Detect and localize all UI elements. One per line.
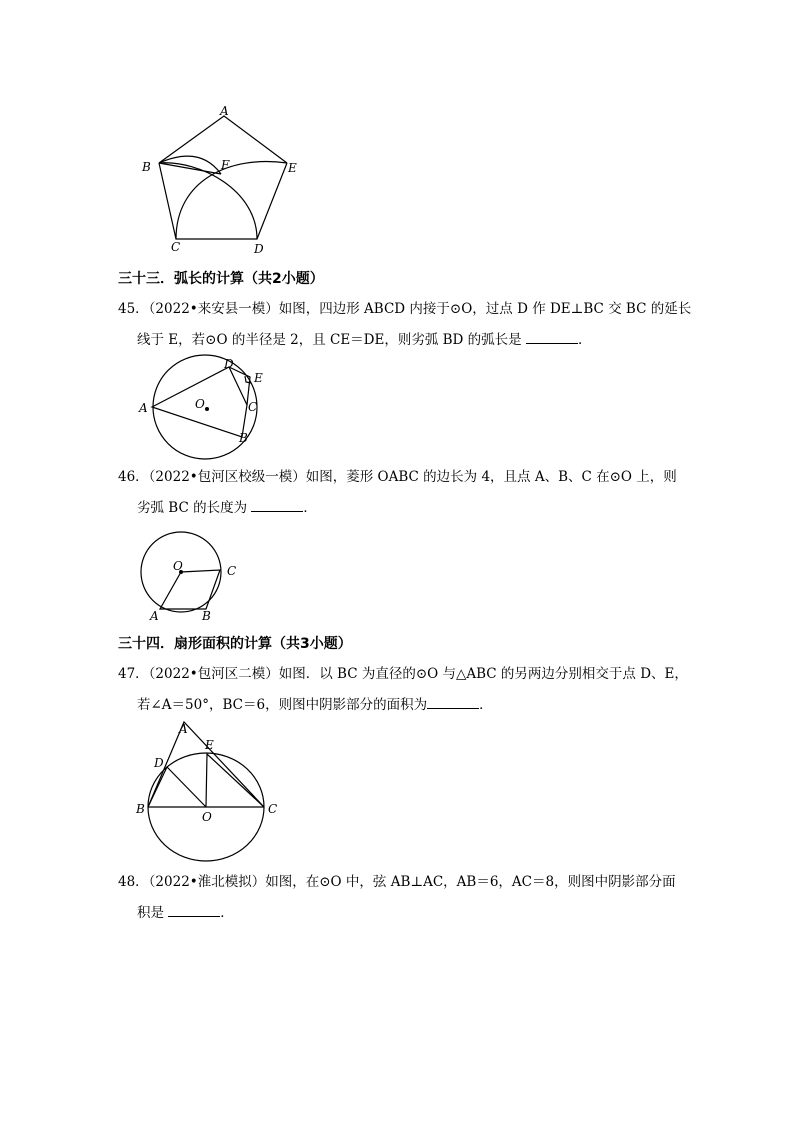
label-b: B xyxy=(142,160,151,174)
problem-48-text: 积是 xyxy=(137,905,164,921)
problem-46-line-2 xyxy=(118,493,678,524)
label-c: C xyxy=(227,564,237,578)
section-title-33: 三十三．弧长的计算（共2小题） xyxy=(118,271,324,287)
label-o: O xyxy=(173,559,183,573)
answer-blank xyxy=(427,696,479,709)
rhombus-oabc xyxy=(160,570,220,609)
section-title-34: 三十四．扇形面积的计算（共3小题） xyxy=(118,636,352,652)
label-b: B xyxy=(202,609,211,623)
label-e: E xyxy=(205,738,214,752)
answer-blank xyxy=(168,904,220,917)
answer-blank xyxy=(526,331,578,344)
answer-blank xyxy=(251,499,303,512)
problem-47-text: 若∠A＝50°，BC＝6，则图中阴影部分的面积为 xyxy=(137,697,428,713)
problem-48-end: ． xyxy=(220,905,234,921)
problem-45 xyxy=(118,294,692,356)
center-dot xyxy=(205,407,209,411)
circle-quadrilateral-diagram xyxy=(135,355,285,460)
label-c: C xyxy=(171,240,181,254)
figure-47 xyxy=(133,720,293,865)
problem-48 xyxy=(118,867,678,929)
label-o: O xyxy=(202,810,212,824)
label-a: A xyxy=(220,104,229,118)
label-e: E xyxy=(254,371,263,385)
label-c: C xyxy=(248,400,258,414)
pentagon-diagram xyxy=(130,100,320,260)
label-a: A xyxy=(179,722,188,736)
label-d: D xyxy=(254,242,264,256)
problem-48-line-1: 48．（2022•淮北模拟）如图，在⊙O 中，弦 AB⊥AC，AB＝6，AC＝8，则图中阴影部分面 xyxy=(118,874,676,890)
problem-47 xyxy=(118,659,688,721)
problem-48-line-2 xyxy=(118,898,678,929)
label-b: B xyxy=(239,431,248,445)
problem-45-line-1: 45．（2022•来安县一模）如图，四边形 ABCD 内接于⊙O，过点 D 作 DE⊥BC 交 BC 的延长 xyxy=(118,301,692,317)
label-d: D xyxy=(224,357,234,371)
label-a: A xyxy=(139,401,148,415)
problem-45-text: 线于 E，若⊙O 的半径是 2，且 CE＝DE，则劣弧 BD 的弧长是 xyxy=(137,332,522,348)
problem-47-line-2 xyxy=(118,690,678,721)
problem-45-end: ． xyxy=(577,332,592,348)
problem-46-text: 劣弧 BC 的长度为 xyxy=(137,500,248,516)
label-d: D xyxy=(154,756,164,770)
label-f: F xyxy=(221,158,230,172)
problem-45-line-2 xyxy=(118,325,678,356)
problem-47-line-1: 47．（2022•包河区二模）如图．以 BC 为直径的⊙O 与△ABC 的另两边分别相交于点 D、E， xyxy=(118,666,688,682)
problem-46 xyxy=(118,462,678,524)
segments-o-e-c xyxy=(206,754,264,807)
circle-triangle-diagram xyxy=(133,720,293,865)
circle-rhombus-diagram xyxy=(135,528,250,628)
label-o: O xyxy=(195,397,205,411)
arc-c-e xyxy=(176,162,287,239)
problem-46-line-1: 46．（2022•包河区校级一模）如图，菱形 OABC 的边长为 4，且点 A、B、C 在⊙O 上，则 xyxy=(118,469,677,485)
figure-pentagon xyxy=(130,100,320,260)
figure-46 xyxy=(135,528,250,628)
pentagon-top-edges xyxy=(159,116,287,163)
problem-46-end: ． xyxy=(303,500,317,516)
problem-47-end: ． xyxy=(479,697,493,713)
label-b: B xyxy=(136,802,145,816)
pentagon-lower-edges xyxy=(159,163,287,239)
label-c: C xyxy=(268,802,278,816)
label-a: A xyxy=(150,609,159,623)
figure-45 xyxy=(135,355,285,460)
label-e: E xyxy=(288,161,297,175)
